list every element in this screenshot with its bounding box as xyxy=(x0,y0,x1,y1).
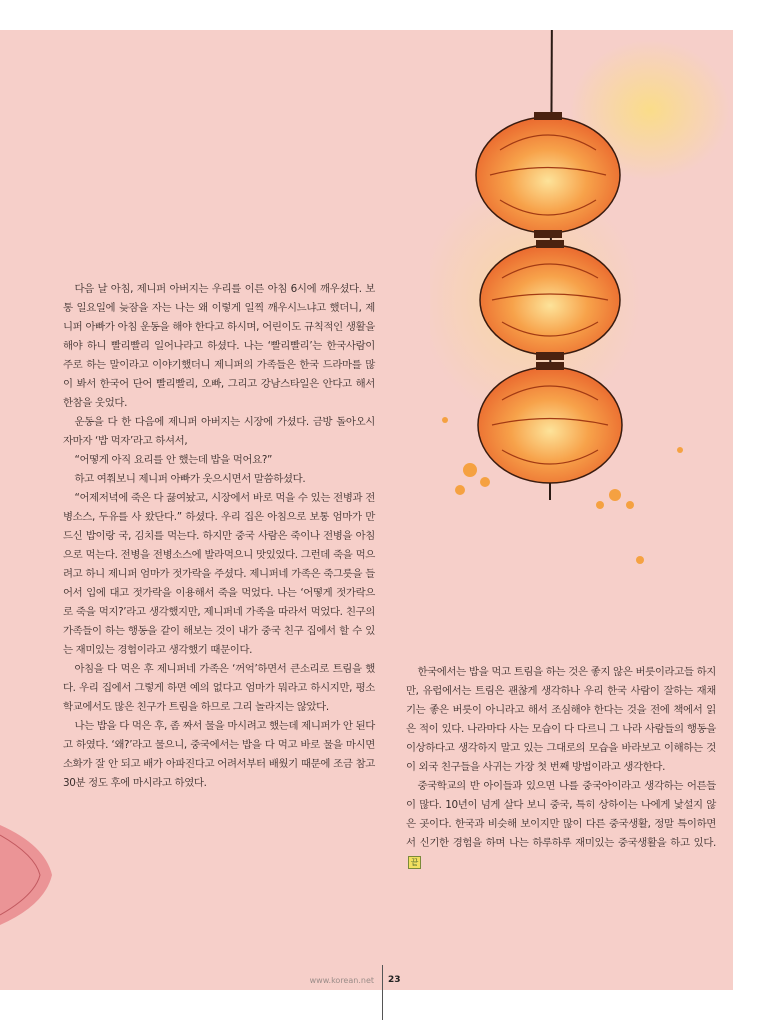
hanging-lanterns-illustration xyxy=(430,30,730,620)
article-paragraph: 운동을 다 한 다음에 제니퍼 아버지는 시장에 가셨다. 금방 돌아오시자마자 ‘밥 먹자’라고 하셔서, xyxy=(63,416,375,447)
end-mark-icon: 끝 xyxy=(408,856,421,869)
article-paragraph xyxy=(406,777,716,872)
article-right-column xyxy=(406,663,716,872)
article-paragraph: 한국에서는 밥을 먹고 트림을 하는 것은 좋지 않은 버릇이라고들 하지만, 유럽에서는 트림은 괜찮게 생각하나 우리 한국 사람이 잘하는 재채기는 좋은 버릇이 아니라고 해서 조심해야 한다는 것을 전에 책에서 읽은 적이 있다. 나라마다 사는 모습이 다 다르니 그 나라 사람들의 행동을 이상하다고 생각하지 말고 있는 그대로의 모습을 바라보고 이해하는 것이 외국 친구들을 사귀는 가장 첫 번째 방법이라고 생각한다. xyxy=(406,666,716,773)
footer-site-url: www.korean.net xyxy=(309,976,374,985)
article-left-column xyxy=(63,280,375,793)
article-paragraph-text: 중국학교의 반 아이들과 있으면 나를 중국아이라고 생각하는 어른들이 많다. 10년이 넘게 살다 보니 중국, 특히 상하이는 나에게 낯설지 않은 곳이다. 한국과 비슷해 보이지만 많이 다른 중국생활, 정말 특이하면서 신기한 경험을 하며 나는 하루하루 재미있는 중국생활을 하고 있다. xyxy=(406,780,716,849)
magazine-page xyxy=(0,30,733,990)
fan-edge-illustration xyxy=(0,815,60,935)
article-paragraph: “어제저녁에 죽은 다 끓여놨고, 시장에서 바로 먹을 수 있는 전병과 전병소스, 두유를 사 왔단다.” 하셨다. 우리 집은 아침으로 보통 엄마가 만드신 밥이랑 국, 김치를 먹는다. 하지만 중국 사람은 죽이나 전병을 아침으로 먹는다. 전병을 전병소스에 발라먹으니 맛있었다. 그런데 죽을 먹으려고 하니 제니퍼 엄마가 젓가락을 주셨다. 제니퍼네 가족은 죽그릇을 들어서 입에 대고 젓가락을 이용해서 죽을 먹었다. 나는 ‘어떻게 젓가락으로 죽을 먹지?’라고 생각했지만, 제니퍼네 가족을 따라서 먹었다. 친구의 가족들이 하는 행동을 같이 해보는 것이 내가 중국 친구 집에서 할 수 있는 재미있는 경험이라고 생각했기 때문이다. xyxy=(63,492,375,656)
article-paragraph: 하고 여쭤보니 제니퍼 아빠가 웃으시면서 말씀하셨다. xyxy=(74,473,306,485)
article-paragraph: “어떻게 아직 요리를 안 했는데 밥을 먹어요?” xyxy=(74,454,273,466)
article-paragraph: 나는 밥을 다 먹은 후, 좀 짜서 물을 마시려고 했는데 제니퍼가 안 된다고 하였다. ‘왜?’라고 물으니, 중국에서는 밥을 다 먹고 바로 물을 마시면 소화가 잘 안 되고 배가 아파진다고 어려서부터 배웠기 때문에 조금 참고 30분 정도 후에 마시라고 하였다. xyxy=(63,720,375,789)
article-paragraph: 아침을 다 먹은 후 제니퍼네 가족은 ‘꺼억’하면서 큰소리로 트림을 했다. 우리 집에서 그렇게 하면 예의 없다고 엄마가 뭐라고 하시지만, 평소 학교에서도 많은 친구가 트림을 하므로 그리 놀라지는 않았다. xyxy=(63,663,375,713)
page-footer xyxy=(0,976,762,996)
page-number: 23 xyxy=(388,975,401,985)
article-paragraph: 다음 날 아침, 제니퍼 아버지는 우리를 이른 아침 6시에 깨우셨다. 보통 일요일에 늦잠을 자는 나는 왜 이렇게 일찍 깨우시느냐고 했더니, 제니퍼 아빠가 아침 운동을 해야 한다고 하시며, 어린이도 규칙적인 생활을 해야 하니 빨리빨리 일어나라고 하셨다. 나는 ‘빨리빨리’는 한국사람이 주로 하는 말이라고 이야기했더니 제니퍼의 가족들은 한국 드라마를 많이 봐서 한국어 단어 빨리빨리, 오빠, 그리고 강남스타일은 안다고 해서 한참을 웃었다. xyxy=(63,283,375,409)
